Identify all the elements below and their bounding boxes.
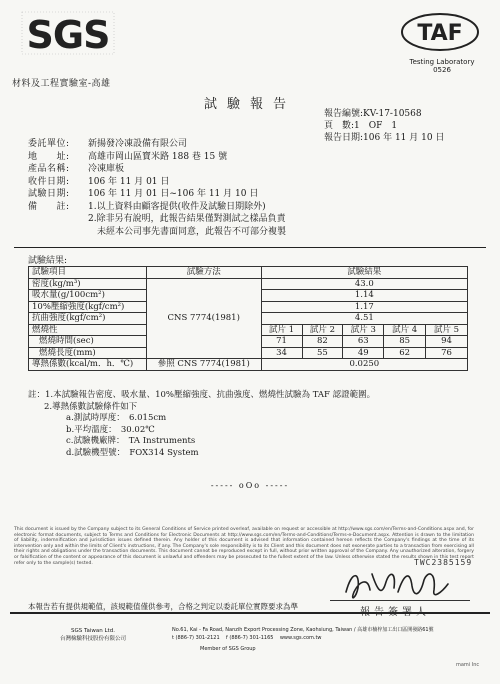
taf-caption: Testing Laboratory 0526: [409, 58, 475, 74]
footer-address: No.61, Kai - Fa Road, Nanzih Export Processing Zone, Kaohsiung, Taiwan / 高雄市楠梓加工出口區開發路61號 t (886-7) 301-2121 f (886-7) 301-1165 www.sgs.com.tw: [172, 627, 434, 641]
table-row: 燃燒時間(sec) 71 82 63 85 94: [29, 336, 468, 348]
table-header-row: 試驗項目 試驗方法 試驗結果: [29, 267, 468, 279]
report-title: 試驗報告: [203, 97, 296, 112]
table-row: 燃燒性 試片 1 試片 2 試片 3 試片 4 試片 5: [29, 324, 468, 336]
member-text: Member of SGS Group: [200, 646, 256, 652]
table-row: 導熱係數(kcal/m．h．℃) 參照 CNS 7774(1981) 0.0250: [29, 359, 468, 371]
results-table: [28, 266, 468, 371]
info-row: 委託單位: 新揚發冷凍設備有限公司: [28, 139, 188, 149]
table-row: 抗曲強度(kgf/cm²) 4.51: [29, 313, 468, 325]
corner-mark: mami Inc: [456, 662, 480, 668]
info-row: 收件日期: 106 年 11 月 01 日: [28, 176, 170, 187]
signature-label: 報告簽署人: [360, 607, 430, 618]
info-row: 產品名稱: 冷凍庫板: [28, 164, 125, 174]
table-row: 燃燒長度(mm) 34 55 49 62 76: [29, 347, 468, 359]
notes: 註：1.本試驗報告密度、吸水量、10%壓縮強度、抗曲強度、燃燒性試驗為 TAF 認證範圍。 2.導熱係數試驗條件如下 a.測試時厚度： 6.015cm b.平均溫度： 30.02℃ c.試驗機廠牌： TA Instruments d.試驗機型號： FOX314 System: [28, 390, 376, 458]
sgs-logo: [18, 10, 118, 58]
table-row: 10%壓縮強度(kgf/cm²) 1.17: [29, 301, 468, 313]
svg-text:TAF: TAF: [417, 21, 463, 46]
report-number: 報告編號:KV-17-10568: [324, 109, 422, 119]
lab-name: 材料及工程實驗室-高雄: [12, 79, 111, 89]
signature-line: [330, 600, 470, 601]
taf-logo: [400, 12, 480, 52]
divider: [14, 247, 486, 248]
client-info: [28, 138, 286, 238]
report-meta: [324, 108, 444, 144]
info-row: 未經本公司事先書面同意，此報告不可部分複製: [88, 226, 287, 237]
table-row: 密度(kg/m³) CNS 7774(1981) 43.0: [29, 278, 468, 290]
footer-note: 本報告若有提供規範值，該規範值僅供參考，合格之判定以委託單位實際要求為準: [28, 602, 298, 611]
info-row: 2.除非另有說明，此報告結果僅對測試之樣品負責: [88, 214, 286, 224]
disclaimer-text: This document is issued by the Company subject to its General Conditions of Service printed overleaf, available on request or accessible at http://www.sgs.com/en/Terms-and-Conditions.aspx and, for electronic format documents, subject to Terms and Conditions for Electronic Documents at http://www.sgs.com/en/Terms-and-Conditions/Terms-e-Document.aspx. Attention is drawn to the limitation of liability, indemnification and jurisdiction issues defined therein. Any holder of this document is advised that information contained hereon reflects the Company's findings at the time of its intervention only and within the limits of Client's instructions, if any. The Company's sole responsibility is to its Client and this document does not exonerate parties to a transaction from exercising all their rights and obligations under the transaction documents. This document cannot be reproduced except in full, without prior written approval of the Company. Any unauthorized alteration, forgery or falsification of the content or appearance of this document is unlawful and offenders may be prosecuted to the fullest extent of the law. Unless otherwise stated the results shown in this test report refer only to the sample(s) tested.: [14, 527, 474, 566]
info-row: 備 註: 1.以上資料由顧客提供(收件及試驗日期除外): [28, 201, 266, 212]
results-title: 試驗結果:: [28, 256, 68, 266]
svg-text:SGS: SGS: [26, 13, 110, 57]
page-count: 頁 數:1 OF 1: [324, 121, 398, 131]
info-row: 地 址: 高雄市岡山區寶米路 188 巷 15 號: [28, 151, 228, 162]
table-row: 吸水量(g/100cm²) 1.14: [29, 290, 468, 302]
report-date: 報告日期:106 年 11 月 10 日: [324, 133, 445, 143]
info-row: 試驗日期: 106 年 11 月 01 日~106 年 11 月 10 日: [28, 189, 259, 199]
footer-divider: [10, 612, 490, 614]
end-mark: ----- oOo -----: [210, 481, 290, 490]
test-method: CNS 7774(1981): [146, 278, 261, 359]
footer-company: SGS Taiwan Ltd. 台灣檢驗科技股份有限公司: [60, 628, 127, 642]
serial-number: TWC2385159: [414, 558, 473, 567]
